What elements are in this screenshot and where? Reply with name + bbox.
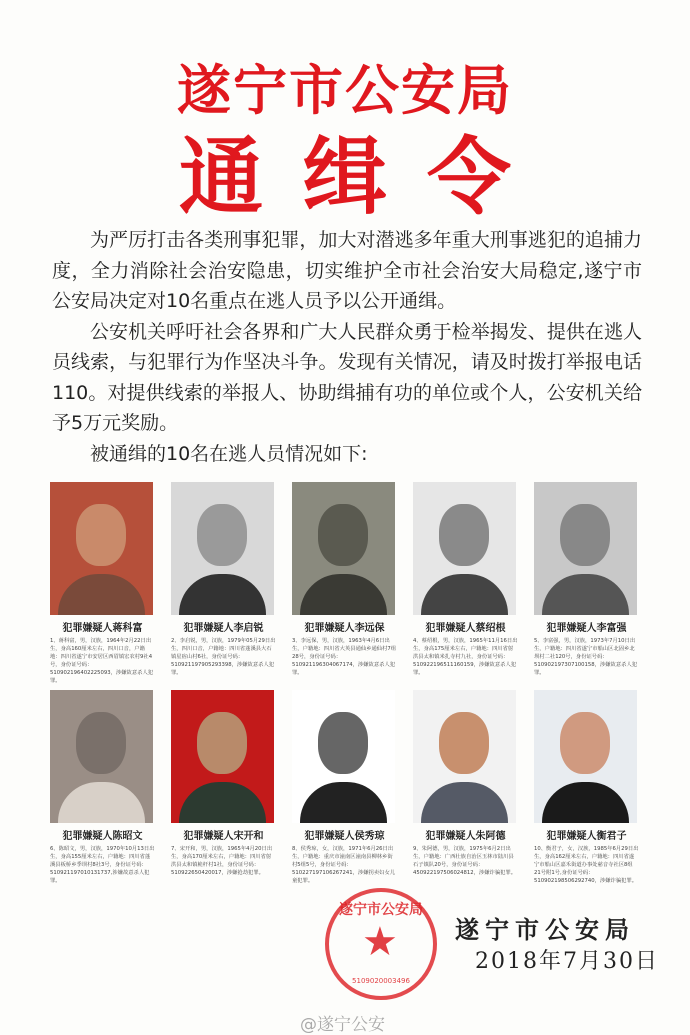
star-icon: ★ <box>362 919 398 965</box>
suspect-caption: 犯罪嫌疑人陈昭文 <box>62 831 143 842</box>
suspect-caption: 犯罪嫌疑人宋开和 <box>183 831 264 842</box>
suspect-caption: 犯罪嫌疑人李远保 <box>304 623 385 634</box>
suspect-caption: 犯罪嫌疑人李富强 <box>546 623 627 634</box>
suspect-photo <box>292 482 395 615</box>
suspect-description: 8、侯秀琼，女，汉族，1971年6月26日出生，户籍地：重庆市潼南区潼南县柳林乡街村5组5号，身份证号码：510227197106267241，涉嫌拐卖妇女儿童犯罪。 <box>292 846 396 884</box>
suspect-photo <box>534 690 637 823</box>
suspect-card <box>413 690 518 890</box>
suspect-caption: 犯罪嫌疑人蒋科富 <box>62 623 143 634</box>
notice-body <box>52 225 642 469</box>
suspect-caption: 犯罪嫌疑人朱阿德 <box>425 831 506 842</box>
suspect-photo <box>50 482 153 615</box>
suspect-description: 10、衡君子，女，汉族，1985年6月29日出生，身高162厘米左右，户籍地：四川省遂宁市船山区嘉禾街道办事处慈音寺社区8组21号附1号,身份证号码：510902198506292740，涉嫌诈骗犯罪。 <box>534 846 639 884</box>
paragraph: 为严厉打击各类刑事犯罪，加大对潜逃多年重大刑事逃犯的追捕力度，全力消除社会治安隐患，切实维护全市社会治安大局稳定,遂宁市公安局决定对10名重点在逃人员予以公开通缉。 <box>52 229 642 312</box>
seal-number: 5109020003496 <box>352 977 410 985</box>
suspect-card <box>534 482 639 682</box>
suspect-photo <box>171 482 274 615</box>
suspect-caption: 犯罪嫌疑人李启锐 <box>183 623 264 634</box>
paragraph: 公安机关呼吁社会各界和广大人民群众勇于检举揭发、提供在逃人员线索，与犯罪行为作坚决斗争。发现有关情况，请及时拨打举报电话110。对提供线索的举报人、协助缉捕有功的单位或个人，公安机关给予5万元奖励。 <box>52 320 642 434</box>
suspect-photo <box>534 482 637 615</box>
suspect-photo <box>292 690 395 823</box>
suspect-description: 4、蔡绍根，男，汉族，1965年11月16日出生，身高175厘米左右，户籍地：四川省射洪县太和镇米扎寺村九社，身份证号码：510922196511160159，涉嫌故意杀人犯罪。 <box>413 638 518 676</box>
suspect-photo <box>171 690 274 823</box>
suspect-card <box>50 482 155 682</box>
issuer-title: 遂宁市公安局 <box>177 59 513 122</box>
suspect-card <box>171 482 276 682</box>
suspect-card <box>292 690 397 890</box>
suspect-card <box>171 690 276 890</box>
paragraph: 被通缉的10名在逃人员情况如下: <box>90 442 368 465</box>
suspect-description: 5、李富强，男，汉族，1973年7月10日出生，户籍地：四川省遂宁市船山区北固乡北坝村二社120号，身份证号码：510902197307100158，涉嫌故意杀人犯罪。 <box>534 638 638 676</box>
suspect-card <box>534 690 639 890</box>
suspect-caption: 犯罪嫌疑人蔡绍根 <box>425 623 506 634</box>
official-seal <box>325 888 437 1000</box>
suspect-caption: 犯罪嫌疑人侯秀琼 <box>304 831 385 842</box>
suspect-card <box>50 690 155 890</box>
suspect-description: 6、陈昭文，男，汉族，1970年10月13日出生，身高155厘米左右，户籍地：四川省蓬溪县板桥乡季坝村8社3号，身份证号码：510921197010131737,涉嫌故意杀人犯罪。 <box>50 846 155 884</box>
suspect-photo <box>413 482 516 615</box>
suspect-grid <box>50 482 645 890</box>
suspect-description: 7、宋开和，男，汉族，1965年4月20日出生，身高170厘米左右，户籍地：四川省射洪县太和镇桅杆村1社，身份证号码：510922650420017，涉嫌抢劫犯罪。 <box>171 846 273 876</box>
issue-date: 2018年7月30日 <box>475 949 659 974</box>
suspect-description: 9、朱阿德，男，汉族，1975年6月2日出生，户籍地：广西壮族自治区玉林市陆川县石子镇队20号，身份证号码：450922197506024812，涉嫌诈骗犯罪。 <box>413 846 517 876</box>
suspect-description: 2、李启锐，男，汉族，1979年05月29日出生，四川口音，户籍地：四川省蓬溪县大石镇星宿山村6社，身份证号码：510921197905293398，涉嫌故意杀人犯罪。 <box>171 638 276 676</box>
suspect-card <box>292 482 397 682</box>
signature: 遂宁市公安局 <box>455 915 635 944</box>
suspect-caption: 犯罪嫌疑人衡君子 <box>546 831 627 842</box>
seal-text: 遂宁市公安局 <box>339 902 423 918</box>
suspect-description: 3、李远保，男，汉族，1963年4月6日出生，户籍地：四川省大英县通仙乡通仙村7组28号，身份证号码：510921196304067174，涉嫌故意杀人犯罪。 <box>292 638 397 676</box>
watermark: @遂宁公安 <box>300 1015 385 1035</box>
notice-title: 通缉令 <box>178 128 551 226</box>
suspect-photo <box>413 690 516 823</box>
suspect-photo <box>50 690 153 823</box>
suspect-card <box>413 482 518 682</box>
suspect-description: 1、蒋科富，男，汉族，1964年2月22日出生，身高160厘米左右，四川口音，户籍地：四川省遂宁市安居区西眉镇宏农村9社4号，身份证号码：510902196402225093，涉嫌故意杀人犯罪。 <box>50 638 154 684</box>
